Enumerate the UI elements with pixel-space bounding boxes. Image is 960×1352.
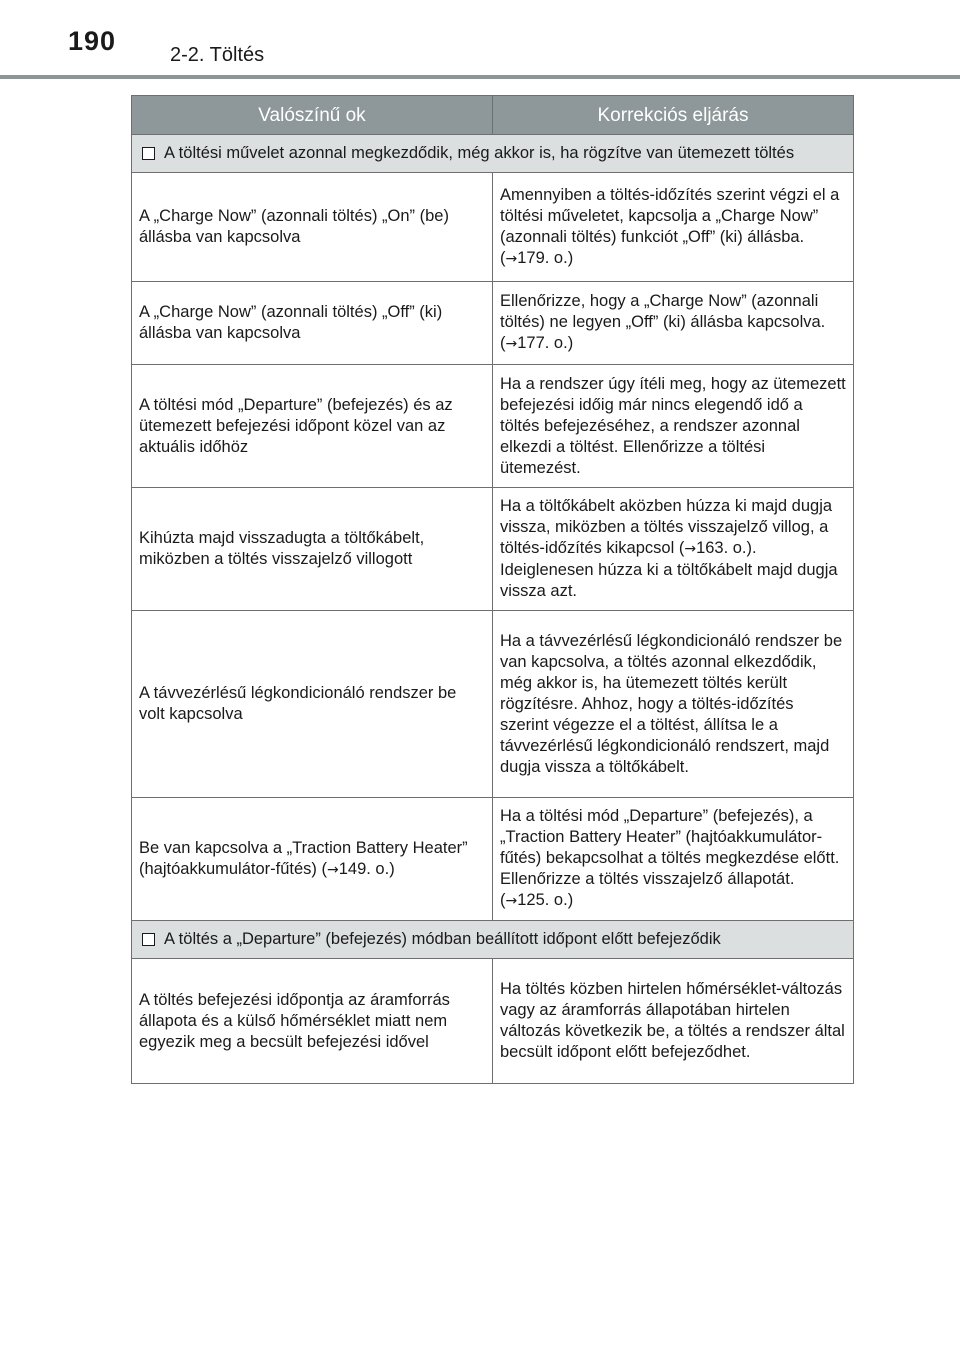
action-cell: Ellenőrizze, hogy a „Charge Now” (azonnali töltés) ne legyen „Off” (ki) állásba kapcsolva. (→177. o.): [493, 282, 854, 365]
arrow-icon: →: [684, 541, 697, 557]
category-title: A töltési művelet azonnal megkezdődik, még akkor is, ha rögzítve van ütemezett töltés: [164, 144, 795, 162]
header-rule: [0, 75, 960, 79]
table-row: [132, 282, 854, 365]
column-header-cause: Valószínű ok: [132, 96, 493, 135]
cause-cell: Kihúzta majd visszadugta a töltőkábelt, miközben a töltés visszajelző villogott: [132, 488, 493, 611]
cause-cell: A „Charge Now” (azonnali töltés) „Off” (ki) állásba van kapcsolva: [132, 282, 493, 365]
arrow-icon: →: [505, 893, 518, 909]
cause-cell: A töltési mód „Departure” (befejezés) és az ütemezett befejezési időpont közel van az aktuális időhöz: [132, 365, 493, 488]
table-row: [132, 488, 854, 611]
checkbox-icon: [142, 933, 155, 946]
cause-cell: A „Charge Now” (azonnali töltés) „On” (be) állásba van kapcsolva: [132, 173, 493, 282]
action-cell: Ha töltés közben hirtelen hőmérséklet-változás vagy az áramforrás állapotában hirtelen változás következik be, a töltés a rendszer által becsült időpont előtt befejeződhet.: [493, 959, 854, 1084]
column-header-action: Korrekciós eljárás: [493, 96, 854, 135]
page-reference: 125. o.): [517, 891, 574, 909]
action-cell: Ha a rendszer úgy ítéli meg, hogy az ütemezett befejezési időig már nincs elegendő idő a töltés befejezéséhez, a rendszer azonnal elkezdi a töltést. Ellenőrizze a töltési ütemezést.: [493, 365, 854, 488]
table-row: [132, 173, 854, 282]
cause-cell: Be van kapcsolva a „Traction Battery Heater” (hajtóakkumulátor-fűtés) (→149. o.): [132, 798, 493, 921]
table-row: [132, 959, 854, 1084]
table-row: [132, 365, 854, 488]
category-row: [132, 921, 854, 959]
arrow-icon: →: [505, 336, 518, 352]
action-cell: Amennyiben a töltés-időzítés szerint végzi el a töltési műveletet, kapcsolja a „Charge Now” (azonnali töltés) funkciót „Off” (ki) állásba. (→179. o.): [493, 173, 854, 282]
arrow-icon: →: [327, 861, 339, 878]
arrow-icon: →: [505, 250, 518, 267]
table-row: [132, 798, 854, 921]
action-cell: Ha a töltőkábelt aközben húzza ki majd dugja vissza, miközben a töltés visszajelző villog, a töltés-időzítés kikapcsol (→163. o.). Ideiglenesen húzza ki a töltőkábelt majd dugja vissza azt.: [493, 488, 854, 611]
cause-cell: A távvezérlésű légkondicionáló rendszer be volt kapcsolva: [132, 611, 493, 798]
table-header-row: [132, 96, 854, 135]
action-cell: Ha a távvezérlésű légkondicionáló rendszer be van kapcsolva, a töltés azonnal elkezdődik, még akkor is, ha ütemezett töltés került rögzítésre. Ahhoz, hogy a töltés-időzítés szerint végezze el a töltést, állítsa le a távvezérlésű légkondicionáló rendszert, majd dugja vissza a töltőkábelt.: [493, 611, 854, 798]
action-cell: Ha a töltési mód „Departure” (befejezés), a „Traction Battery Heater” (hajtóakkumulátor-fűtés) bekapcsolhat a töltés megkezdése előtt. Ellenőrizze a töltés visszajelző állapotát. (→125. o.): [493, 798, 854, 921]
cause-cell: A töltés befejezési időpontja az áramforrás állapota és a külső hőmérséklet miatt nem egyezik meg a becsült befejezési idővel: [132, 959, 493, 1084]
section-title: 2-2. Töltés: [170, 44, 265, 66]
troubleshooting-table: [131, 95, 854, 1084]
category-row: [132, 135, 854, 173]
page-reference: 177. o.): [517, 334, 574, 352]
page-reference: 179. o.): [517, 248, 574, 267]
category-title: A töltés a „Departure” (befejezés) módban beállított időpont előtt befejeződik: [164, 930, 721, 948]
checkbox-icon: [142, 147, 155, 160]
table-row: [132, 611, 854, 798]
page-number: 190: [68, 26, 117, 56]
